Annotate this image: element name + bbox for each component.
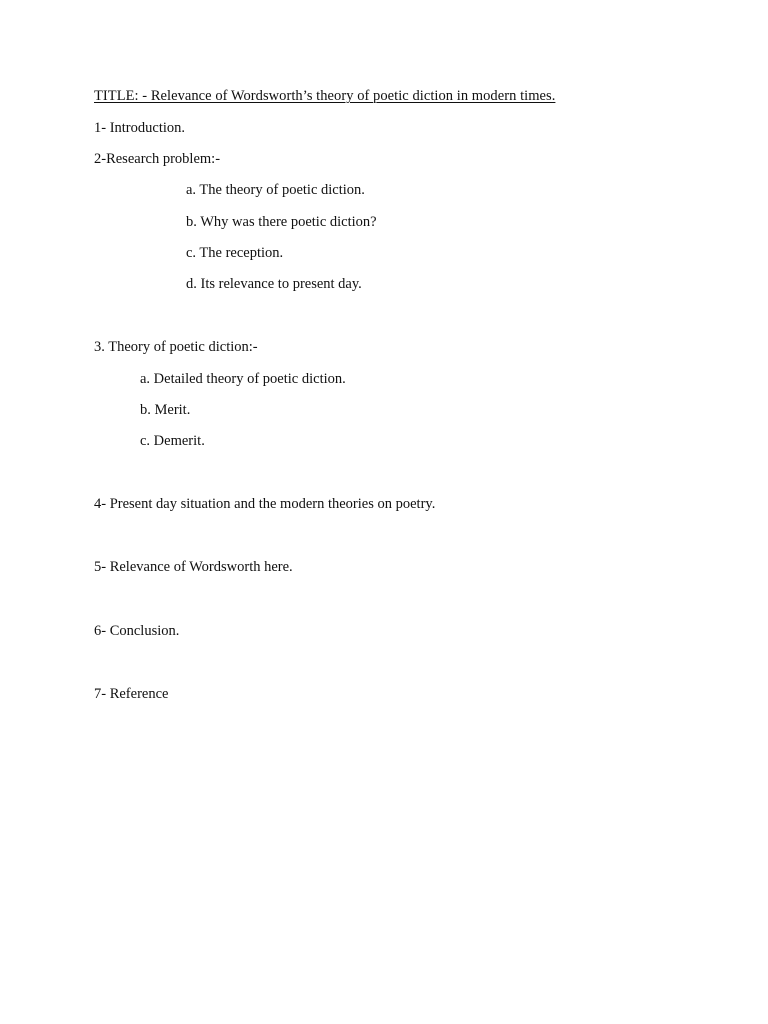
outline-item-conclusion: 6- Conclusion. xyxy=(94,623,180,639)
document-title: TITLE: - Relevance of Wordsworth’s theory of poetic diction in modern times. xyxy=(94,88,556,104)
outline-item-introduction: 1- Introduction. xyxy=(94,120,186,136)
outline-item-present-day: 4- Present day situation and the modern theories on poetry. xyxy=(94,496,436,512)
outline-item-theory: 3. Theory of poetic diction:- xyxy=(94,339,258,355)
research-problem-subitem: a. The theory of poetic diction. xyxy=(186,182,365,198)
outline-item-research-problem: 2-Research problem:- xyxy=(94,151,221,167)
research-problem-subitem: d. Its relevance to present day. xyxy=(186,276,362,292)
outline-item-reference: 7- Reference xyxy=(94,686,169,702)
theory-subitem: b. Merit. xyxy=(140,402,191,418)
research-problem-subitem: b. Why was there poetic diction? xyxy=(186,214,377,230)
research-problem-subitem: c. The reception. xyxy=(186,245,284,261)
theory-subitem: a. Detailed theory of poetic diction. xyxy=(140,371,346,387)
outline-item-relevance: 5- Relevance of Wordsworth here. xyxy=(94,559,293,575)
theory-subitem: c. Demerit. xyxy=(140,433,205,449)
